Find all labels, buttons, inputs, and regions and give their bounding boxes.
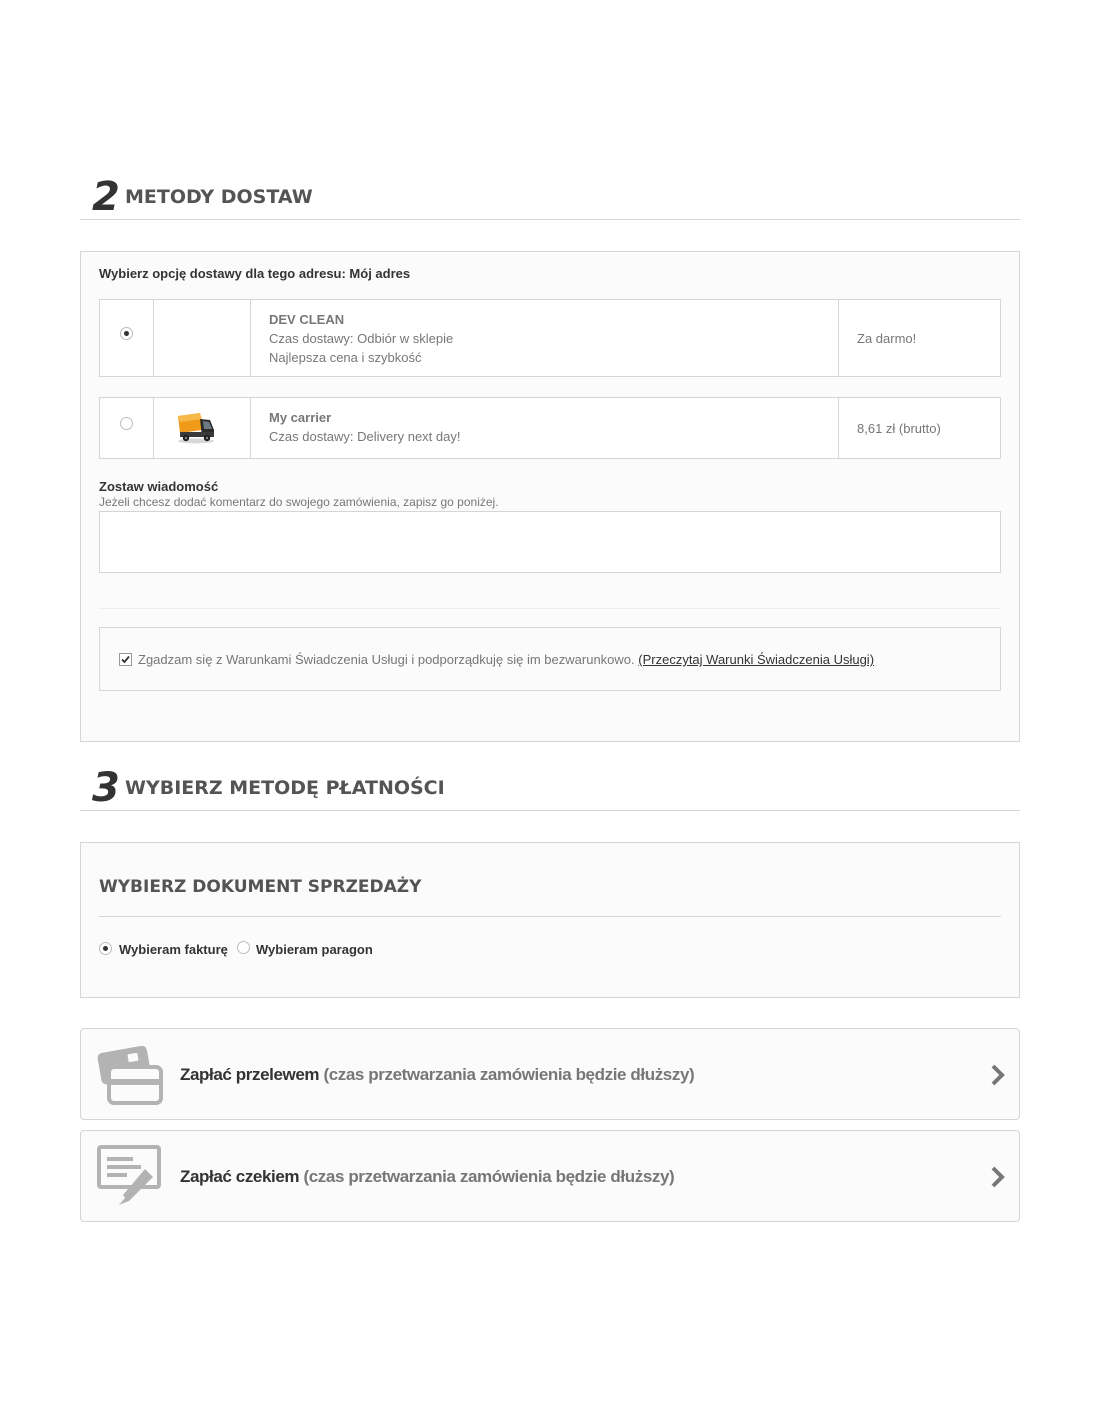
terms-link[interactable]: (Przeczytaj Warunki Świadczenia Usługi) xyxy=(638,652,875,667)
sales-document-panel xyxy=(80,842,1020,998)
carrier-info xyxy=(251,398,839,458)
carrier-delivery-time: Czas dostawy: Odbiór w sklepie xyxy=(269,331,454,346)
step-2-heading xyxy=(80,174,1020,220)
carrier-name: DEV CLEAN xyxy=(269,312,345,327)
pay-bank-wire-label xyxy=(180,1065,694,1085)
carrier-price xyxy=(839,398,1000,458)
carrier-delivery-time: Czas dostawy: Delivery next day! xyxy=(269,429,461,444)
delivery-radio-dev-clean[interactable] xyxy=(120,327,133,340)
step-number: 2 xyxy=(92,174,120,220)
cheque-icon xyxy=(95,1141,165,1211)
delivery-option-dev-clean[interactable] xyxy=(99,299,1001,377)
terms-checkbox[interactable] xyxy=(119,653,132,666)
carrier-price-value: Za darmo! xyxy=(857,330,917,346)
carrier-info xyxy=(251,300,839,376)
message-textarea[interactable] xyxy=(99,511,1001,573)
chevron-right-icon xyxy=(989,1063,1007,1087)
step-title: METODY DOSTAW xyxy=(125,186,313,208)
receipt-label[interactable]: Wybieram paragon xyxy=(256,942,373,957)
delivery-title: Wybierz opcję dostawy dla tego adresu: Mój adres xyxy=(99,266,411,281)
carrier-logo-cell xyxy=(154,398,251,458)
receipt-radio[interactable] xyxy=(237,941,250,954)
step-number: 3 xyxy=(92,765,120,811)
payment-method-name: Zapłać czekiem xyxy=(180,1167,300,1186)
payment-method-note: (czas przetwarzania zamówienia będzie dłuższy) xyxy=(303,1167,675,1186)
terms-text: Zgadzam się z Warunkami Świadczenia Usługi i podporządkuję się im bezwarunkowo. xyxy=(138,652,635,667)
checkmark-icon xyxy=(120,654,131,665)
sales-document-title: WYBIERZ DOKUMENT SPRZEDAŻY xyxy=(99,877,422,897)
delivery-panel xyxy=(80,251,1020,742)
pay-bank-wire-option[interactable] xyxy=(80,1028,1020,1120)
invoice-radio[interactable] xyxy=(99,942,112,955)
payment-method-note: (czas przetwarzania zamówienia będzie dłuższy) xyxy=(323,1065,695,1084)
carrier-logo-cell xyxy=(154,300,251,376)
pay-cheque-label xyxy=(180,1167,674,1187)
invoice-label[interactable]: Wybieram fakturę xyxy=(119,942,228,957)
step-3-heading xyxy=(80,765,1020,811)
radio-cell xyxy=(100,398,154,458)
pay-cheque-option[interactable] xyxy=(80,1130,1020,1222)
carrier-price xyxy=(839,300,1000,376)
truck-icon xyxy=(176,410,216,444)
divider xyxy=(99,608,1001,609)
message-help: Jeżeli chcesz dodać komentarz do swojego zamówienia, zapisz go poniżej. xyxy=(99,495,499,509)
terms-label xyxy=(138,652,874,667)
carrier-name: My carrier xyxy=(269,410,332,425)
step-title: WYBIERZ METODĘ PŁATNOŚCI xyxy=(125,777,445,799)
delivery-radio-my-carrier[interactable] xyxy=(120,417,133,430)
radio-cell xyxy=(100,300,154,376)
chevron-right-icon xyxy=(989,1165,1007,1189)
payment-method-name: Zapłać przelewem xyxy=(180,1065,320,1084)
carrier-description: Najlepsza cena i szybkość xyxy=(269,350,422,365)
message-title: Zostaw wiadomość xyxy=(99,479,219,494)
carrier-price-value: 8,61 zł (brutto) xyxy=(857,420,941,436)
divider xyxy=(99,916,1001,917)
bank-card-icon xyxy=(95,1039,165,1109)
terms-box xyxy=(99,627,1001,691)
delivery-option-my-carrier[interactable] xyxy=(99,397,1001,459)
